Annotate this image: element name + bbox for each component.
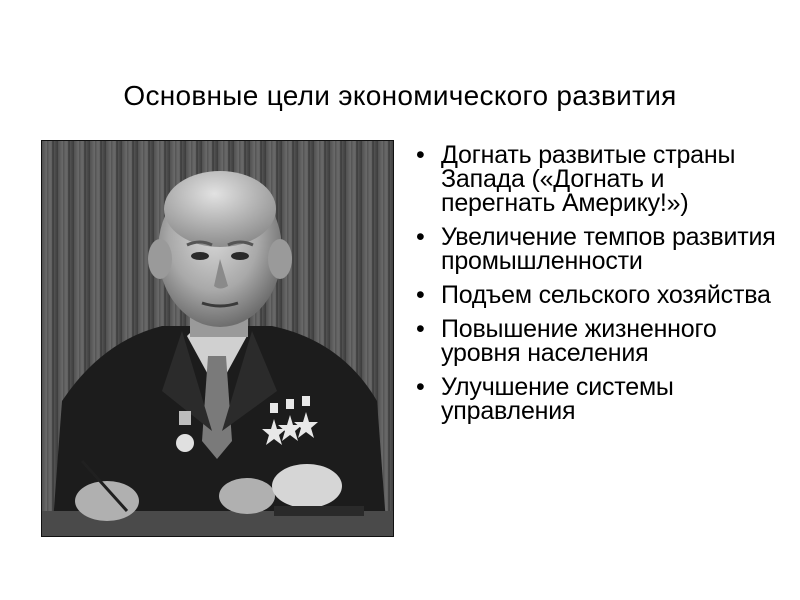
slide-title: Основные цели экономического развития bbox=[123, 80, 677, 111]
bullet-text: Догнать развитые страны Запада («Догнать и перегнать Америку!») bbox=[441, 141, 736, 217]
bullet-text: Улучшение системы управления bbox=[441, 373, 674, 425]
bullet-list bbox=[414, 143, 784, 433]
bullet-item bbox=[414, 225, 784, 273]
bullet-item bbox=[414, 143, 784, 215]
bullet-item bbox=[414, 283, 784, 307]
bullet-dot: • bbox=[416, 141, 425, 169]
bullet-dot: • bbox=[416, 223, 425, 251]
bullet-text: Повышение жизненного уровня населения bbox=[441, 315, 717, 367]
bullet-item bbox=[414, 375, 784, 423]
bullet-text: Увеличение темпов развития промышленности bbox=[441, 223, 776, 275]
portrait-photo bbox=[41, 140, 394, 537]
bullet-dot: • bbox=[416, 315, 425, 343]
bullet-dot: • bbox=[416, 281, 425, 309]
bullet-text: Подъем сельского хозяйства bbox=[441, 281, 771, 309]
bullet-dot: • bbox=[416, 373, 425, 401]
bullet-item bbox=[414, 317, 784, 365]
